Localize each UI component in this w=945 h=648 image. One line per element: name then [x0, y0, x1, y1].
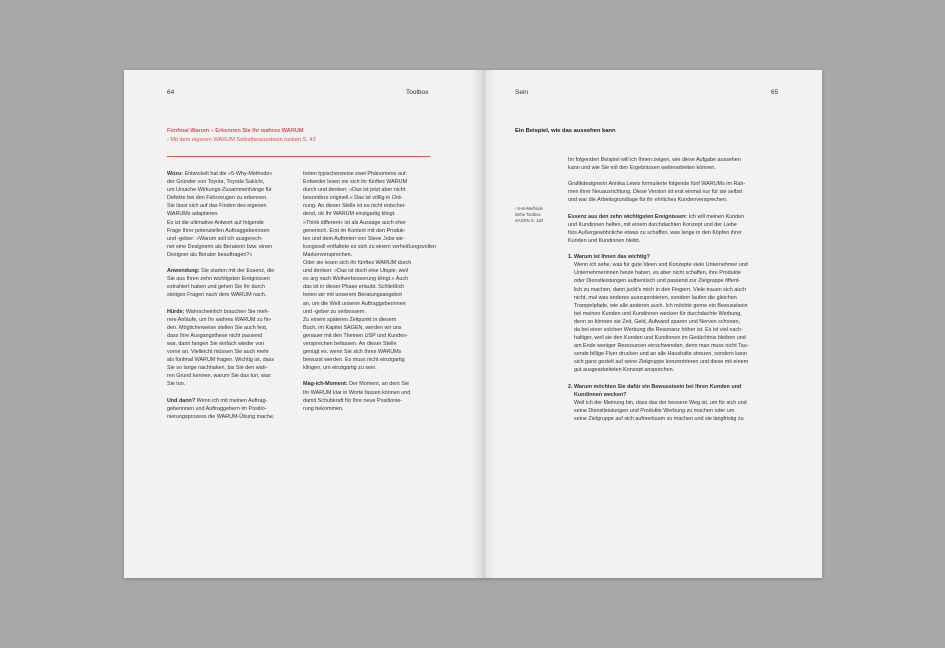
text-line	[167, 210, 292, 218]
text-line	[167, 380, 292, 388]
paragraph-lead: Hürde:	[167, 308, 186, 315]
line-text: Markenversprechen.	[303, 251, 353, 258]
line-text: den. Möglicherweise stellen Sie auch fest,	[167, 324, 268, 331]
text-line	[167, 364, 292, 372]
text-line: da bei einer solchen Werbung die Resonanz höher ist. Es ist viel nach-	[574, 326, 743, 333]
text-line: lich zu machen, dann juckt's mich in den Fingern. Viele trauen sich auch	[574, 286, 747, 293]
text-line: men ihrer Neuausrichtung. Diese Version ist erst einmal nur für sie selbst	[568, 189, 743, 196]
right-page-number: 65	[771, 89, 779, 96]
line-text: net eine Designerin als Beraterin bzw. einen	[167, 243, 273, 250]
line-text: als fünfmal WARUM fragen. Wichtig ist, dass	[167, 357, 275, 364]
line-text: Oder sie lesen sich ihr fünftes WARUM durch	[303, 260, 412, 267]
line-text: Der Moment, an dem Sie	[349, 381, 410, 388]
text-line	[303, 194, 430, 202]
line-text: und denken: »Das ist doch eine Utopie, weil	[303, 268, 408, 275]
answer-2	[568, 399, 784, 423]
line-text: rung bekommen.	[303, 405, 344, 412]
text-line	[303, 251, 430, 259]
text-line: am Ende weniger Ressourcen verschwenden, denn man muss nicht Tau-	[574, 343, 749, 350]
line-text: Entwickelt hat die »5-Why-Methode«	[184, 171, 273, 177]
paragraph	[303, 170, 437, 372]
line-text: und Kundinnen helfen, mit einem durchdachten Konzept und der Liebe	[568, 221, 737, 228]
line-text: bewusst werden. Es muss nicht einzigartig	[303, 357, 405, 364]
line-text: nierungsprozess die WARUM-Übung mache,	[167, 413, 275, 420]
text-line	[303, 324, 430, 332]
text-line	[167, 348, 292, 356]
question-1: 1. Warum ist Ihnen das wichtig?	[568, 254, 650, 261]
line-text: nung. An dieser Stelle ist es nicht entschei-	[303, 203, 406, 210]
text-line: Im folgenden Beispiel will ich Ihnen zeigen, wie diese Aufgabe aussehen	[568, 157, 741, 163]
paragraph-lead: Essenz aus den zehn wichtigsten Ereignissen:	[568, 213, 689, 220]
text-line: sich ganz gezielt auf seine Zielgruppe konzentrieren und diese mit einem	[574, 359, 749, 366]
line-text: war, dann fangen Sie einfach wieder von	[167, 340, 265, 347]
essence-paragraph	[568, 213, 784, 245]
text-line	[303, 291, 430, 299]
text-line	[303, 210, 430, 218]
paragraph-lead: Und dann?	[167, 397, 197, 404]
line-text: »Think different« ist als Aussage auch eher	[303, 219, 406, 226]
line-text: Sie lässt sich auf das Finden des eigenen	[167, 203, 267, 210]
text-line: kann und wie Sie mit den Ergebnissen weiterarbeiten können.	[568, 165, 716, 172]
text-line: gut ausgearbeiteten Konzept ansprechen.	[574, 367, 675, 374]
text-line	[167, 178, 292, 186]
text-line: nicht, mal was anderes auszuprobieren, sondern laufen die gleichen	[574, 294, 737, 301]
text-line: seine Dienstleistungen und Produkte Werbung zu machen oder um	[574, 407, 735, 414]
left-running-head: Toolbox	[406, 89, 429, 96]
text-line	[167, 170, 292, 178]
text-line	[568, 237, 784, 245]
text-line	[303, 300, 430, 308]
line-text: Ihr WARUM klar in Worte fassen können und	[303, 389, 411, 396]
text-line: seine Zielgruppe auf sich aufmerksam zu machen und sie langfristig zu	[574, 416, 744, 422]
line-text: Designer als Berater beauftragen?«	[167, 251, 253, 258]
text-line	[167, 316, 292, 324]
text-line: haltiger, weil sie den Kunden und Kundinnen im Gedächtnis bleiben und	[574, 335, 746, 342]
line-text: dass Ihre Ausgangsthese nicht passend	[167, 332, 263, 339]
text-line: Unternehmerinnen heute haben, es aber nicht schaffen, ihre Produkte	[574, 270, 741, 277]
text-line	[303, 316, 430, 324]
context-paragraph	[568, 180, 784, 204]
line-text: ren Grund kennen, warum Sie das tun, was	[167, 373, 271, 380]
line-text: klingen, um einzigartig zu sein.	[303, 365, 377, 372]
text-line	[303, 283, 430, 291]
side-note	[515, 206, 543, 224]
line-text: Sie starten mit der Essenz, die	[201, 268, 275, 275]
text-line	[167, 243, 292, 251]
text-line	[303, 219, 430, 227]
text-line	[303, 356, 430, 364]
line-text: Defekte bei den Fahrzeugen zu erkennen.	[167, 195, 268, 202]
line-text: und -geber: »Warum soll ich ausgerech-	[167, 235, 263, 242]
text-line	[167, 372, 292, 380]
line-text: damit Schubkraft für Ihre neue Positionie-	[303, 397, 403, 404]
text-line	[303, 243, 437, 251]
line-text: Sie tun.	[167, 381, 186, 388]
line-text: genauer mit den Themen USP und Kunden-	[303, 332, 408, 339]
text-line	[303, 389, 430, 397]
text-line	[167, 332, 292, 340]
text-line	[167, 202, 292, 210]
line-text: an, um die Welt unserer Auftraggeberinnen	[303, 300, 406, 307]
line-text: Wenn ich mit meinen Auftrag-	[196, 397, 268, 404]
text-line	[303, 405, 430, 413]
book-gutter	[472, 70, 496, 578]
line-text: treten wir mit unserem Beratungsangebot	[303, 292, 402, 299]
text-line	[167, 283, 292, 291]
line-text: Sie so lange nachhaken, bis Sie den wah-	[167, 365, 268, 372]
side-note-line: SAGEN S. 130	[515, 218, 543, 223]
line-text: besonders originell.« Das ist völlig in Ord-	[303, 195, 403, 202]
side-note-line: › 5-W-Methode	[515, 206, 543, 211]
section-crossref: › Mit dem eigenen WARUM Selbstbewusstsein tanken S. 43	[167, 137, 316, 143]
text-line	[167, 340, 292, 348]
paragraph	[167, 308, 292, 389]
text-line	[303, 348, 430, 356]
text-line	[303, 178, 430, 186]
line-text: stetiges Fragen nach dem WARUM nach.	[167, 292, 267, 299]
line-text: Ich will meinen Kunden	[688, 213, 745, 220]
text-line	[167, 397, 292, 405]
line-text: und -geber zu verbessern.	[303, 308, 366, 315]
side-note-line: siehe Toolbox	[515, 212, 541, 217]
text-line	[167, 405, 292, 413]
text-line: bei meinen Kunden und Kundinnen wecken für durchdachte Werbung,	[574, 310, 742, 317]
line-text: kungsvoll entfaltete es sich zu einem verheißungsvollen	[303, 243, 437, 250]
line-text: Buch, im Kapitel SAGEN, werden wir uns	[303, 324, 402, 331]
line-text: geberinnen und Auftraggebern im Positio-	[167, 405, 267, 412]
text-line: denn so können sie Zeit, Geld, Aufwand sparen und Nerven schonen,	[574, 318, 741, 325]
text-line	[303, 340, 430, 348]
text-line	[167, 275, 292, 283]
line-text: genügt es, wenn Sie sich Ihres WARUMs	[303, 349, 402, 356]
text-line	[568, 229, 784, 237]
text-line	[167, 251, 292, 259]
question-2-line: 2. Warum möchten Sie dafür ein Bewusstsein bei Ihren Kunden und	[568, 383, 742, 390]
line-text: durch und denken: »Das ist jetzt aber nicht	[303, 187, 406, 194]
text-line	[303, 275, 430, 283]
line-text: fürs Außergewöhnliche etwas zu schaffen, was lange in den Köpfen ihrer	[568, 229, 742, 236]
line-text: vorne an. Vielleicht müssen Sie auch mehr	[167, 349, 270, 356]
text-line	[167, 324, 292, 332]
text-line	[167, 227, 292, 235]
text-line	[167, 235, 292, 243]
left-column-2	[303, 170, 437, 421]
line-text: extrahiert haben und gehen Sie Ihr durch	[167, 284, 265, 291]
example-title: Ein Beispiel, wie das aussehen kann	[515, 128, 616, 134]
line-text: Entweder lesen sie sich ihr fünftes WARUM	[303, 179, 408, 186]
text-line	[303, 332, 430, 340]
text-line	[303, 235, 430, 243]
paragraph-lead: Mag-ich-Moment:	[303, 381, 350, 388]
answer-1	[568, 261, 784, 374]
text-line	[167, 308, 292, 316]
section-title: Fünfmal Warum – Erkennen Sie Ihr wahres WARUM	[167, 128, 304, 134]
question-2-line: Kundinnen wecken?	[574, 391, 627, 398]
text-line: und war die Arbeitsgrundlage für ihr ehrliches Kundenversprechen.	[568, 197, 728, 204]
text-line	[303, 259, 430, 267]
line-text: Zu einem späteren Zeitpunkt in diesem	[303, 316, 397, 323]
text-line	[167, 267, 292, 275]
line-text: dend, ob Ihr WARUM einzigartig klingt.	[303, 211, 396, 218]
text-line	[568, 221, 784, 229]
line-text: WARUMs adaptieren.	[167, 211, 219, 218]
line-text: das ist in dieser Phase erlaubt. Schließlich	[303, 284, 405, 291]
book-spread	[124, 70, 822, 578]
left-column-1	[167, 170, 292, 429]
text-line	[303, 227, 430, 235]
paragraph	[303, 380, 430, 412]
text-line	[303, 186, 430, 194]
text-line	[303, 202, 430, 210]
line-text: treten typischerweise zwei Phänomene auf.	[303, 171, 407, 177]
text-line	[167, 186, 292, 194]
text-line	[167, 194, 292, 202]
line-text: ten und dem Auftreten von Steve Jobs wir-	[303, 235, 405, 242]
text-line	[303, 170, 430, 178]
paragraph-lead: Anwendung:	[167, 268, 202, 275]
paragraph	[167, 267, 292, 299]
text-line	[167, 219, 292, 227]
red-divider	[167, 156, 430, 157]
text-line	[167, 413, 292, 421]
line-text: versprechen befassen. An dieser Stelle	[303, 340, 397, 347]
line-text: der Gründer von Toyota, Toyoda Sakichi,	[167, 179, 265, 186]
line-text: um Ursache-Wirkungs-Zusammenhänge für	[167, 187, 272, 194]
line-text: generisch. Erst im Kontext mit den Produk-	[303, 227, 406, 234]
text-line: Trampelpfade, wie alle anderen auch. Ich möchte gerne ein Bewusstsein	[574, 302, 748, 309]
text-line	[303, 397, 430, 405]
line-text: Es ist die ultimative Antwort auf folgende	[167, 219, 264, 226]
line-text: es arg nach Weltverbesserung klingt.« Auch	[303, 276, 409, 283]
intro-paragraph	[568, 156, 784, 172]
paragraph	[167, 170, 292, 259]
text-line	[303, 267, 430, 275]
text-line	[167, 356, 292, 364]
line-text: Sie aus Ihren zehn wichtigsten Ereignissen	[167, 276, 270, 283]
right-running-head: Sein	[515, 89, 529, 96]
text-line	[303, 364, 430, 372]
text-line: sende billige Flyer drucken und an alle Haushalte streuen, sondern kann	[574, 351, 747, 358]
paragraph	[167, 397, 292, 421]
text-line	[167, 291, 292, 299]
text-line: Weil ich der Meinung bin, dass das der bessere Weg ist, um für sich und	[574, 399, 747, 406]
line-text: Kunden und Kundinnen bleibt.	[568, 237, 641, 244]
text-line	[303, 308, 430, 316]
text-line: oder Dienstleistungen authentisch und passend zur Zielgruppe öffent-	[574, 278, 741, 285]
line-text: rere Anläufe, um Ihr wahres WARUM zu fin-	[167, 316, 272, 323]
paragraph-lead: Wozu:	[167, 171, 185, 177]
text-line: Grafikdesignerin Annika Lewis formulierte folgende fünf WARUMs im Rah-	[568, 181, 746, 188]
right-body	[568, 156, 784, 431]
text-line	[303, 380, 430, 388]
text-line	[568, 213, 784, 221]
text-line: Wenn ich sehe, was für gute Ideen und Konzepte viele Unternehmer und	[574, 262, 748, 269]
left-page-number: 64	[167, 89, 175, 96]
line-text: Wahrscheinlich brauchen Sie meh-	[185, 308, 270, 315]
line-text: Frage Ihrer potenziellen Auftraggeberinnen	[167, 227, 270, 234]
